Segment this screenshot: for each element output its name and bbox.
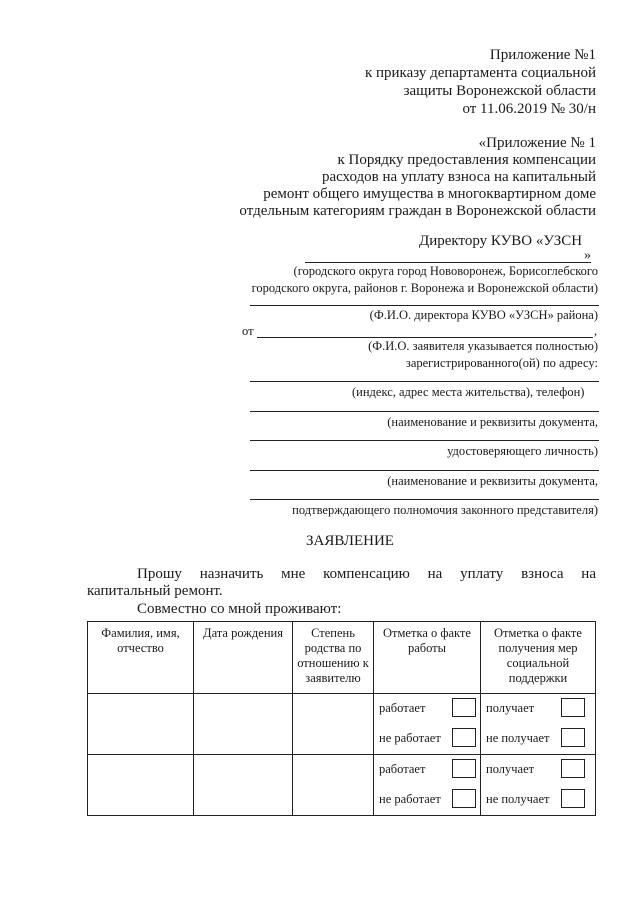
statement-line-1 <box>137 566 596 583</box>
table-row <box>88 694 596 755</box>
header-name: Фамилия, имя, отчество <box>88 622 194 694</box>
cell-birth-date[interactable] <box>194 755 293 816</box>
receives-option <box>481 755 595 785</box>
cell-work <box>374 694 481 755</box>
cell-name[interactable] <box>88 694 194 755</box>
quote-close: » <box>584 248 591 263</box>
statement-word-4: компенсацию <box>323 566 410 582</box>
not-works-checkbox[interactable] <box>452 789 476 808</box>
not-works-checkbox[interactable] <box>452 728 476 747</box>
director-name-blank <box>250 305 599 306</box>
appendix-title: Приложение №1 <box>489 47 596 63</box>
appendix-department-line: защиты Воронежской области <box>403 83 596 99</box>
rep-doc-caption-2: подтверждающего полномочия законного представителя) <box>292 503 598 517</box>
statement-line-2: капитальный ремонт. <box>87 583 223 599</box>
header-birth-date: Дата рождения <box>194 622 293 694</box>
table-header-row <box>88 622 596 694</box>
district-caption-2: городского округа, районов г. Воронежа и Воронежской области) <box>251 281 598 295</box>
order-line-4: ремонт общего имущества в многоквартирном доме <box>263 186 596 202</box>
appendix-date-line: от 11.06.2019 № 30/н <box>462 101 596 117</box>
works-label: работает <box>379 701 426 715</box>
order-appendix-title: «Приложение № 1 <box>478 135 596 151</box>
receives-checkbox[interactable] <box>561 698 585 717</box>
applicant-comma: , <box>594 324 598 338</box>
from-prefix: от <box>242 324 254 338</box>
cell-work <box>374 755 481 816</box>
rep-doc-blank <box>250 470 599 471</box>
id-doc-blank <box>250 411 599 412</box>
id-doc-caption-1: (наименование и реквизиты документа, <box>387 415 598 429</box>
statement-word-8: на <box>581 566 596 582</box>
works-checkbox[interactable] <box>452 759 476 778</box>
not-works-label: не работает <box>379 731 441 745</box>
applicant-caption: (Ф.И.О. заявителя указывается полностью) <box>368 339 598 353</box>
director-label: Директору КУВО «УЗСН <box>419 233 583 249</box>
cell-name[interactable] <box>88 755 194 816</box>
cell-relation[interactable] <box>293 755 374 816</box>
rep-doc-caption-1: (наименование и реквизиты документа, <box>387 474 598 488</box>
statement-word-1: Прошу <box>137 566 182 582</box>
receives-option <box>481 694 595 724</box>
table-row <box>88 755 596 816</box>
address-caption: (индекс, адрес места жительства), телефон) <box>352 385 585 399</box>
header-support-mark: Отметка о факте получения мер социальной поддержки <box>481 622 596 694</box>
cell-support <box>481 755 596 816</box>
statement-title: ЗАЯВЛЕНИЕ <box>306 533 394 549</box>
works-checkbox[interactable] <box>452 698 476 717</box>
order-line-3: расходов на уплату взноса на капитальный <box>321 169 596 185</box>
cell-relation[interactable] <box>293 694 374 755</box>
header-relation: Степень родства по отношению к заявителю <box>293 622 374 694</box>
order-line-5: отдельным категориям граждан в Воронежской области <box>239 203 596 219</box>
cell-support <box>481 694 596 755</box>
address-blank <box>250 381 599 382</box>
not-receives-option <box>481 785 595 815</box>
statement-word-6: уплату <box>460 566 504 582</box>
not-receives-option <box>481 724 595 754</box>
works-label: работает <box>379 762 426 776</box>
receives-checkbox[interactable] <box>561 759 585 778</box>
order-line-2: к Порядку предоставления компенсации <box>337 152 596 168</box>
not-receives-label: не получает <box>486 792 550 806</box>
registered-caption: зарегистрированного(ой) по адресу: <box>405 356 598 370</box>
statement-word-5: на <box>427 566 443 582</box>
not-works-option <box>374 785 480 815</box>
works-option <box>374 755 480 785</box>
works-option <box>374 694 480 724</box>
rep-doc-blank-2 <box>250 499 599 500</box>
applicant-name-blank <box>257 337 593 338</box>
cell-birth-date[interactable] <box>194 694 293 755</box>
not-receives-checkbox[interactable] <box>561 789 585 808</box>
not-works-label: не работает <box>379 792 441 806</box>
cohabitants-table <box>87 621 596 816</box>
statement-word-2: назначить <box>199 566 264 582</box>
statement-word-7: взноса <box>521 566 564 582</box>
district-blank-line <box>305 262 591 263</box>
receives-label: получает <box>486 762 535 776</box>
appendix-order-line: к приказу департамента социальной <box>364 65 596 81</box>
id-doc-blank-2 <box>250 440 599 441</box>
id-doc-caption-2: удостоверяющего личность) <box>447 444 598 458</box>
director-name-caption: (Ф.И.О. директора КУВО «УЗСН» района) <box>369 308 598 322</box>
not-receives-label: не получает <box>486 731 550 745</box>
header-work-mark: Отметка о факте работы <box>374 622 481 694</box>
receives-label: получает <box>486 701 535 715</box>
not-works-option <box>374 724 480 754</box>
statement-word-3: мне <box>281 566 306 582</box>
not-receives-checkbox[interactable] <box>561 728 585 747</box>
district-caption-1: (городского округа город Нововоронеж, Борисоглебского <box>293 264 598 278</box>
statement-line-3: Совместно со мной проживают: <box>137 601 342 617</box>
